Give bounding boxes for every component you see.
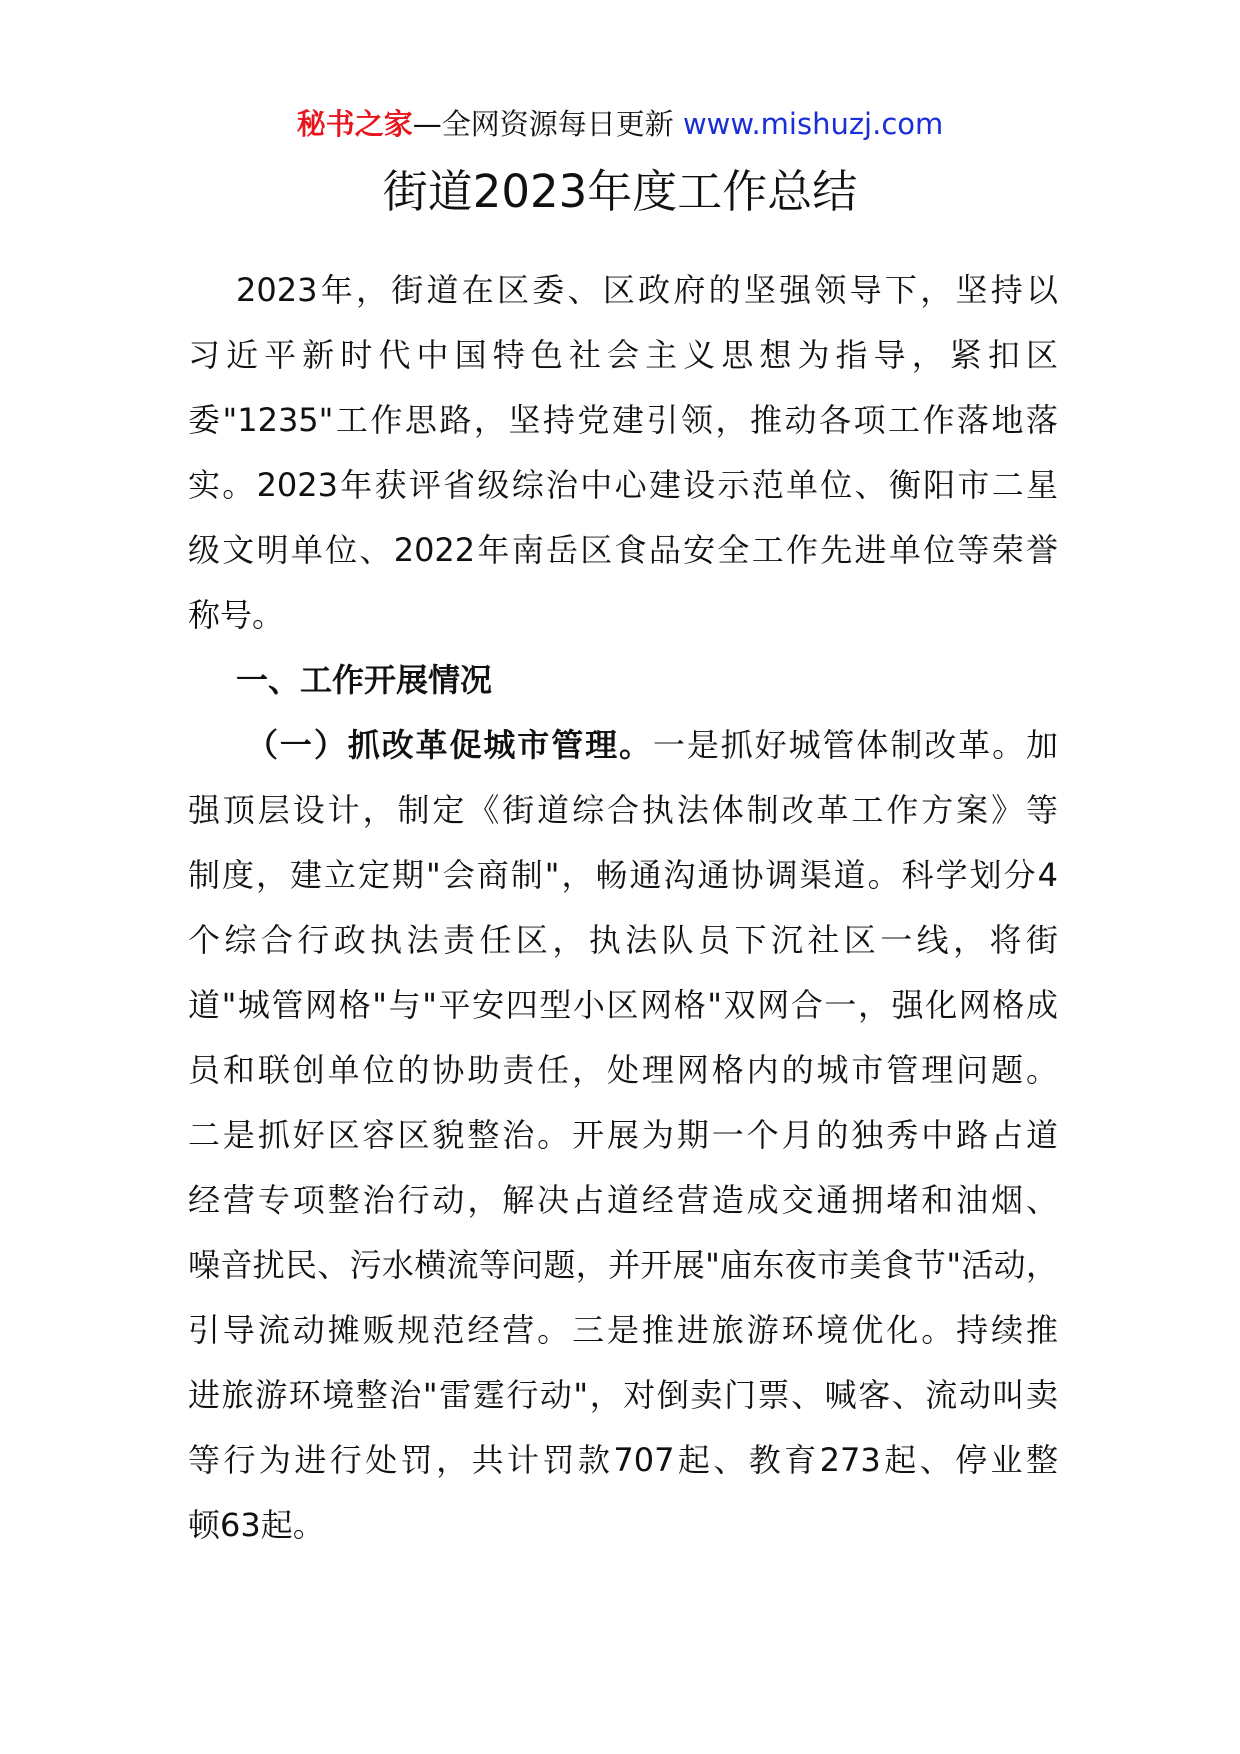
paragraph-line: 制度，建立定期"会商制"，畅通沟通协调渠道。科学划分4 <box>188 856 1058 894</box>
subsection-heading: （一）抓改革促城市管理。 <box>246 726 653 764</box>
brand-slogan: —全网资源每日更新 <box>412 107 683 141</box>
paragraph-line: 2023年，街道在区委、区政府的坚强领导下，坚持以 <box>236 271 1058 309</box>
brand-url: www.mishuzj.com <box>682 107 944 141</box>
paragraph-line: 顿63起。 <box>188 1506 325 1544</box>
paragraph-line: 委"1235"工作思路，坚持党建引领，推动各项工作落地落 <box>188 401 1058 439</box>
document-body <box>188 258 1058 1558</box>
paragraph-line: 经营专项整治行动，解决占道经营造成交通拥堵和油烟、 <box>188 1181 1058 1219</box>
paragraph-line: 等行为进行处罚，共计罚款707起、教育273起、停业整 <box>188 1441 1058 1479</box>
paragraph-line: 员和联创单位的协助责任，处理网格内的城市管理问题。 <box>188 1051 1058 1089</box>
paragraph-line: 个综合行政执法责任区，执法队员下沉社区一线，将街 <box>188 921 1058 959</box>
paragraph-line: 进旅游环境整治"雷霆行动"，对倒卖门票、喊客、流动叫卖 <box>188 1376 1058 1414</box>
section-heading: 一、工作开展情况 <box>236 661 493 699</box>
paragraph-line: 道"城管网格"与"平安四型小区网格"双网合一，强化网格成 <box>188 986 1058 1024</box>
paragraph-line: 习近平新时代中国特色社会主义思想为指导，紧扣区 <box>188 336 1058 374</box>
paragraph-line: 噪音扰民、污水横流等问题，并开展"庙东夜市美食节"活动， <box>188 1246 1058 1284</box>
brand-name: 秘书之家 <box>296 107 413 141</box>
paragraph-line: 级文明单位、2022年南岳区食品安全工作先进单位等荣誉 <box>188 531 1058 569</box>
paragraph-line: 称号。 <box>188 596 285 634</box>
watermark-banner <box>0 104 1240 144</box>
paragraph-line: 引导流动摊贩规范经营。三是推进旅游环境优化。持续推 <box>188 1311 1058 1349</box>
paragraph-line <box>188 713 1058 778</box>
paragraph-text: 一是抓好城管体制改革。加 <box>652 726 1058 764</box>
document-title: 街道2023年度工作总结 <box>382 165 858 218</box>
paragraph-line: 实。2023年获评省级综治中心建设示范单位、衡阳市二星 <box>188 466 1058 504</box>
paragraph-line: 强顶层设计，制定《街道综合执法体制改革工作方案》等 <box>188 791 1058 829</box>
paragraph-line: 二是抓好区容区貌整治。开展为期一个月的独秀中路占道 <box>188 1116 1058 1154</box>
